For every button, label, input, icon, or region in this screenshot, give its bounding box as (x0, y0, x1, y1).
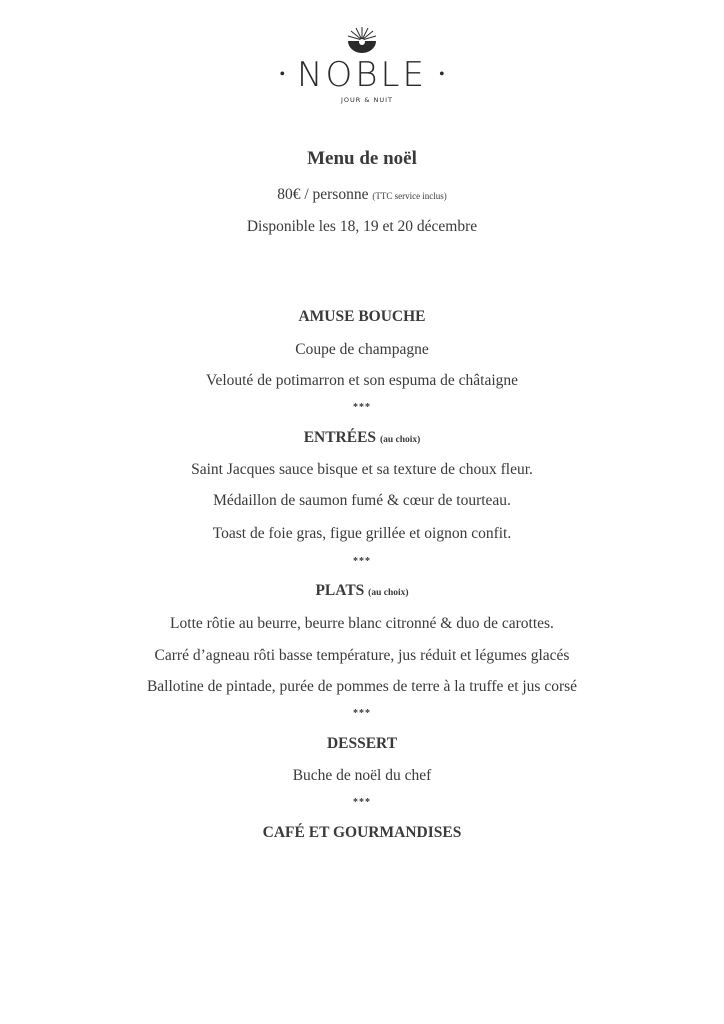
separator: *** (353, 402, 371, 413)
price-note: (TTC service inclus) (372, 191, 447, 201)
section-note: (au choix) (368, 588, 409, 598)
menu-item: Médaillon de saumon fumé & cœur de tourteau. (213, 492, 511, 509)
menu-item: Velouté de potimarron et son espuma de châtaigne (205, 372, 519, 389)
section-title-dessert: DESSERT (326, 735, 398, 752)
menu-item: Lotte rôtie au beurre, beurre blanc citronné & duo de carottes. (170, 615, 554, 632)
section-title-cafe: CAFÉ ET GOURMANDISES (262, 824, 462, 841)
menu-title: Menu de noël (307, 148, 417, 169)
section-title-amuse-bouche: AMUSE BOUCHE (298, 308, 426, 325)
section-title-entrees (0, 429, 724, 447)
logo-subtitle: JOUR & NUIT (340, 96, 393, 104)
menu-item: Coupe de champagne (295, 341, 429, 358)
separator: *** (353, 556, 371, 567)
section-title-text: ENTRÉES (303, 429, 377, 446)
section-title-plats (0, 582, 724, 600)
price: 80€ / personne (277, 186, 369, 203)
availability: Disponible les 18, 19 et 20 décembre (246, 218, 478, 235)
section-title-text: PLATS (315, 582, 365, 599)
logo-dot-right: • (438, 66, 445, 83)
logo-name: NOBLE (297, 55, 427, 95)
menu-item: Buche de noël du chef (292, 767, 432, 784)
separator: *** (353, 797, 371, 808)
logo-dot-left: • (279, 66, 286, 83)
menu-item: Toast de foie gras, figue grillée et oignon confit. (212, 525, 512, 542)
logo (0, 26, 724, 104)
section-note: (au choix) (379, 435, 421, 445)
separator: *** (353, 708, 371, 719)
sun-emblem-icon (345, 26, 379, 54)
price-line (0, 186, 724, 204)
menu-item: Ballotine de pintade, purée de pommes de terre à la truffe et jus corsé (146, 678, 578, 695)
menu-item: Saint Jacques sauce bisque et sa texture de choux fleur. (191, 461, 533, 478)
menu-item: Carré d’agneau rôti basse température, jus réduit et légumes glacés (154, 647, 570, 664)
